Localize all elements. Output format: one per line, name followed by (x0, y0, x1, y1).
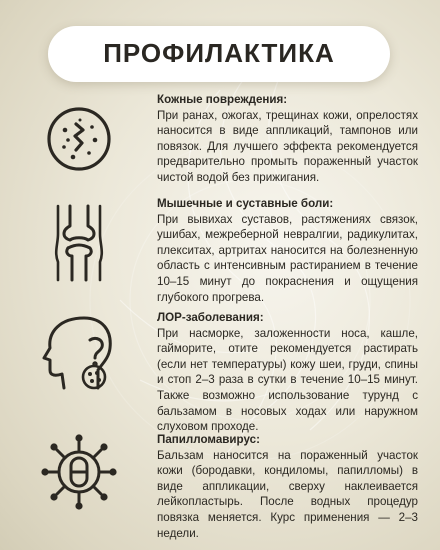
section-body: При насморке, заложенности носа, кашле, гайморите, отите рекомендуется растирать (если нет температуры) кожу шеи, груди, спины и стоп 2–3 раза в сутки в течение 10–15 минут. Также возможно использование турунд с бальзамом в носовых ходах или наружном слуховом проходе. (157, 326, 418, 434)
section-body: При ранах, ожогах, трещинах кожи, опрелостях наносится в виде аппликаций, тампонов или повязок. Для лучшего эффекта рекомендуется предварительно промыть пораженный участок чистой водой без прижигания. (157, 108, 418, 184)
section-papilloma (157, 432, 418, 541)
virus-icon (40, 432, 118, 510)
title-banner (48, 26, 390, 82)
section-body: При вывихах суставов, растяжениях связок, ушибах, межреберной невралгии, радикулитах, плекситах, артритах наносится на болезненную область с интенсивным растиранием в течение 10–15 минут до покраснения и ощущения глубокого прогрева. (157, 212, 418, 304)
section-ent (157, 310, 418, 435)
skin-lesion-icon (40, 100, 118, 178)
section-skin (157, 92, 418, 186)
section-heading: ЛОР-заболевания: (157, 311, 264, 324)
section-heading: Папилломавирус: (157, 433, 260, 446)
section-joints (157, 196, 418, 305)
section-body: Бальзам наносится на пораженный участок кожи (бородавки, кондиломы, папилломы) в виде аппликации, сверху наклеивается лейкопластырь. После водных процедур повязка меняется. Курс применения — 2–3 недели. (157, 448, 418, 540)
page-title: ПРОФИЛАКТИКА (103, 37, 335, 68)
ent-head-icon (40, 314, 118, 392)
knee-joint-icon (40, 204, 118, 282)
section-heading: Кожные повреждения: (157, 93, 288, 106)
section-heading: Мышечные и суставные боли: (157, 197, 334, 210)
